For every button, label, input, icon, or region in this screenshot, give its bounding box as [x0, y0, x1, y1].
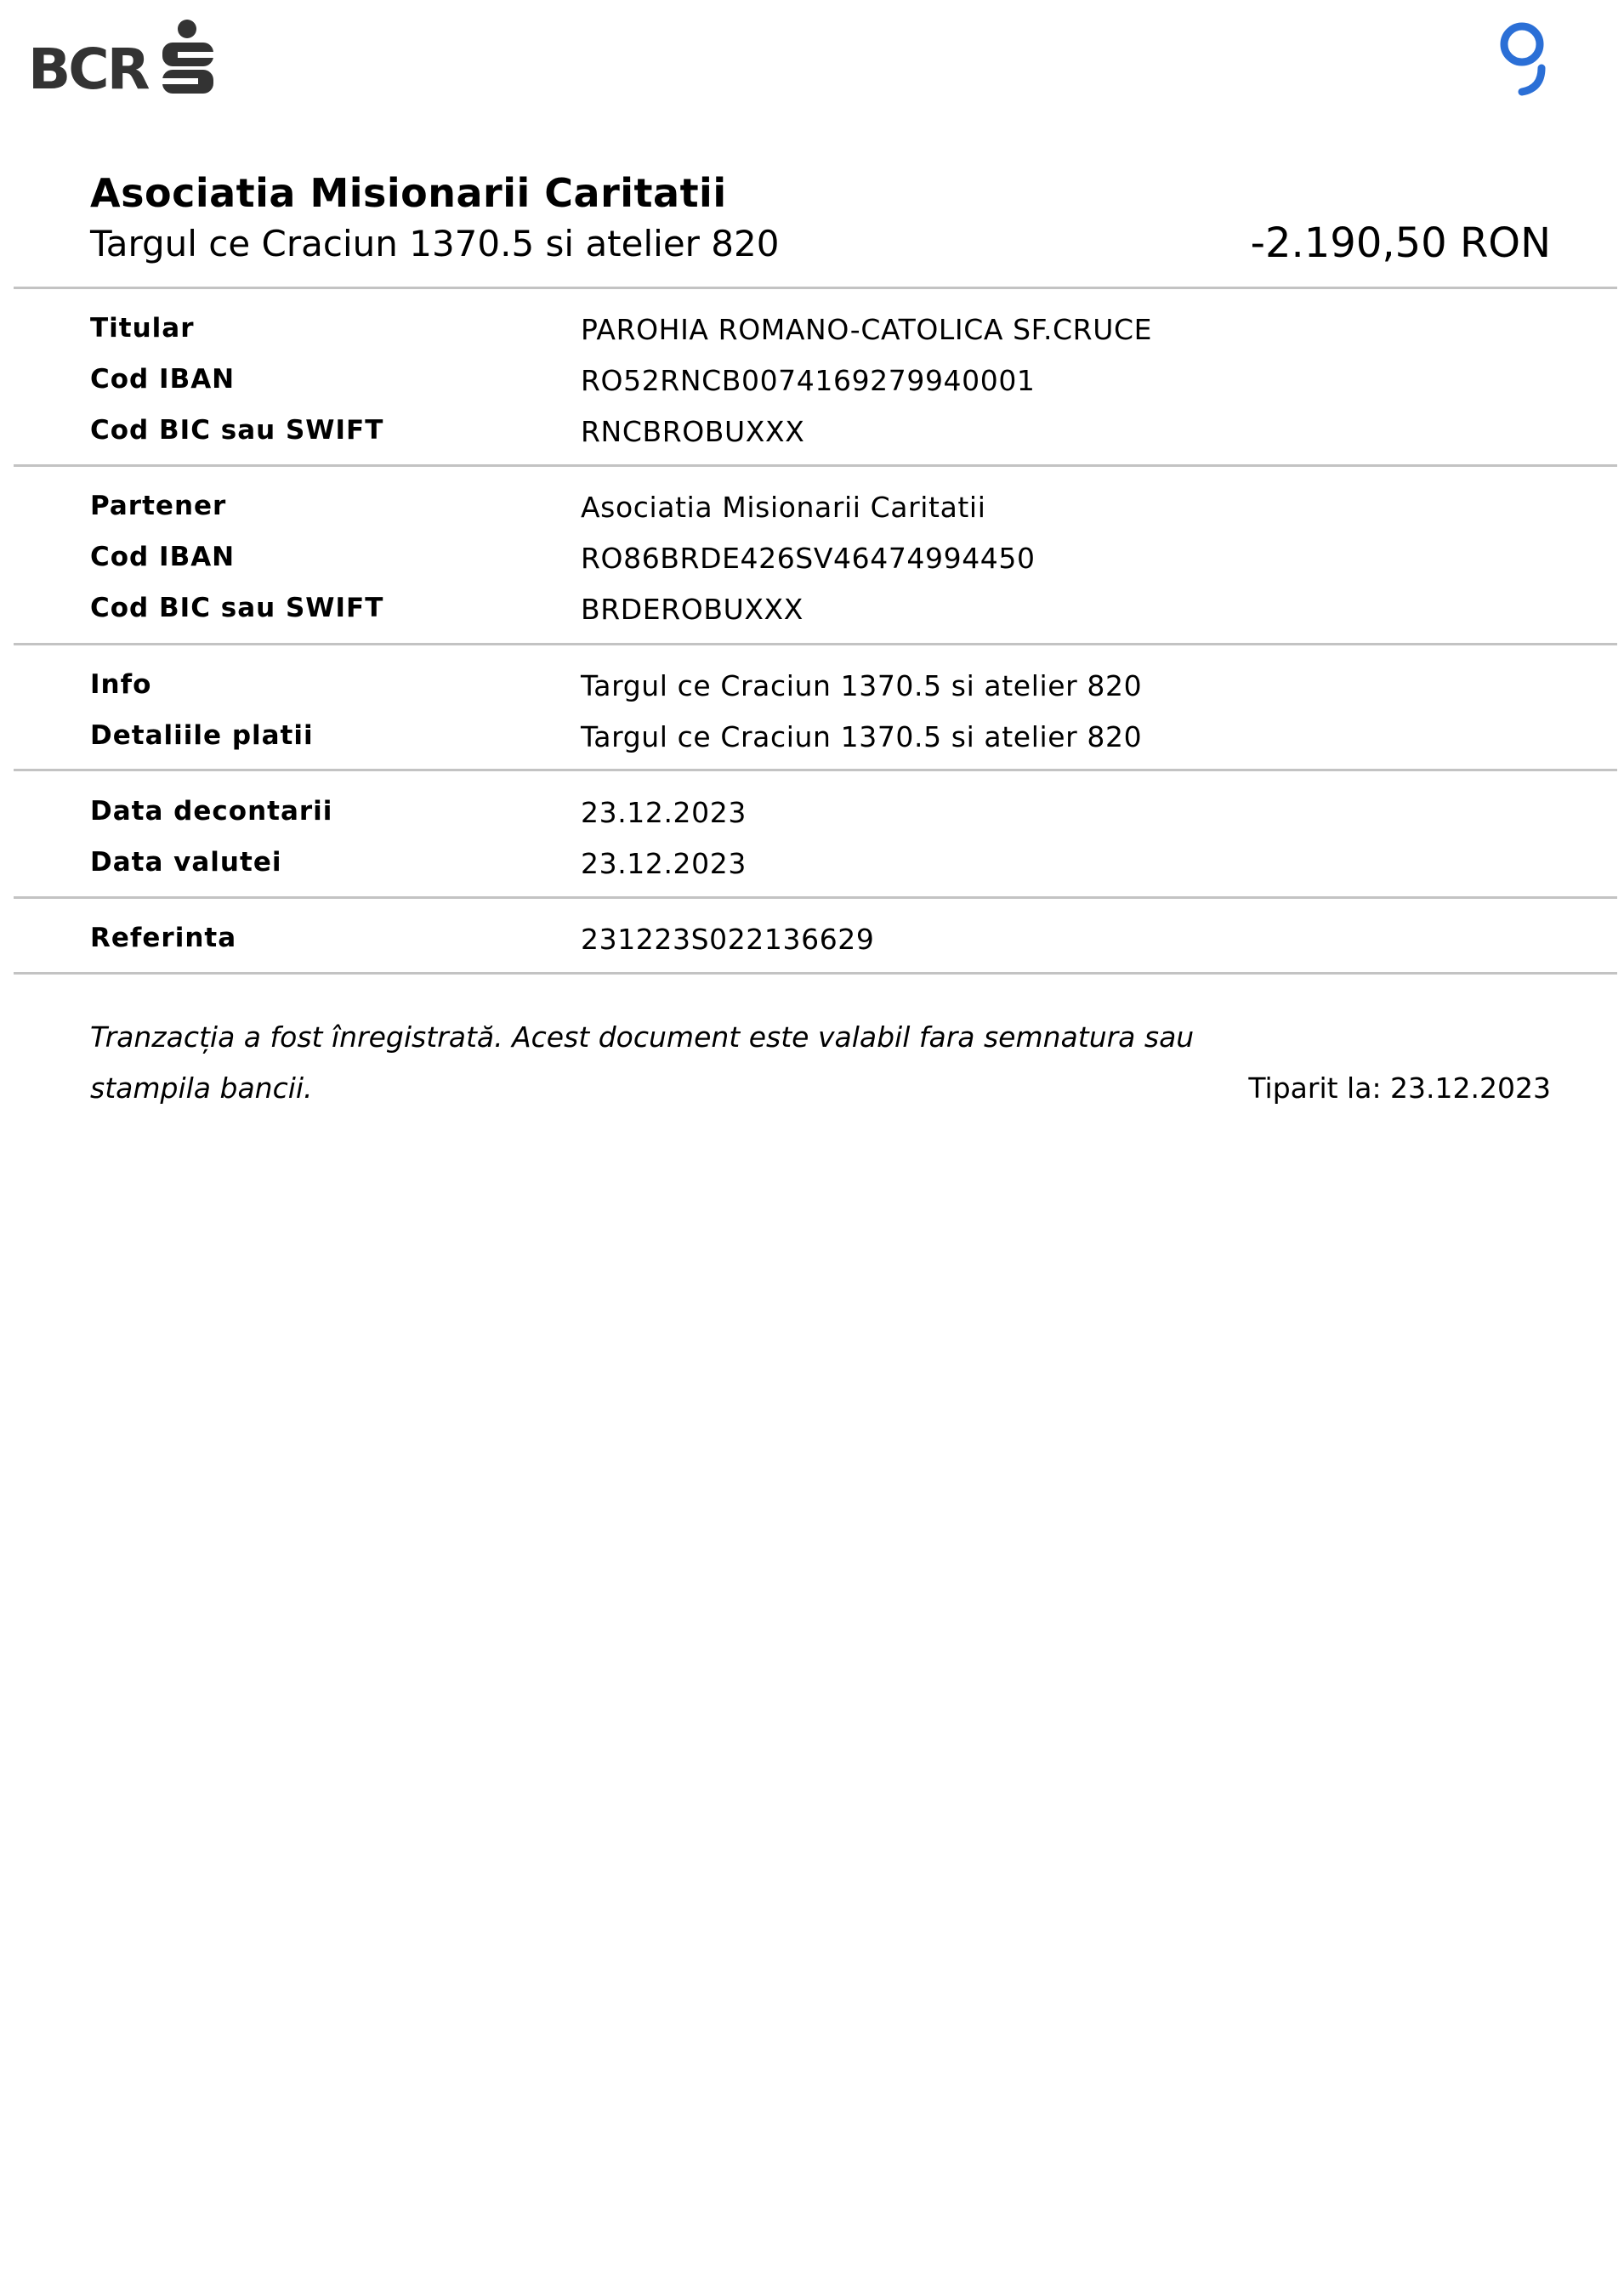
divider — [14, 287, 1617, 289]
divider — [14, 643, 1617, 645]
detail-row — [0, 364, 1624, 406]
detail-label: Partener — [90, 491, 227, 521]
divider — [14, 896, 1617, 899]
detail-label: Info — [90, 669, 152, 700]
detail-value: RO52RNCB0074169279940001 — [581, 364, 1036, 397]
detail-row — [0, 491, 1624, 533]
detail-value: BRDEROBUXXX — [581, 593, 803, 626]
detail-label: Cod IBAN — [90, 542, 236, 572]
detail-value: 23.12.2023 — [581, 796, 747, 829]
detail-row — [0, 415, 1624, 457]
detail-row — [0, 313, 1624, 355]
detail-label: Cod BIC sau SWIFT — [90, 415, 384, 446]
divider — [14, 769, 1617, 771]
detail-row — [0, 669, 1624, 712]
detail-label: Data decontarii — [90, 796, 333, 827]
bcr-logo — [28, 19, 219, 97]
detail-value: Asociatia Misionarii Caritatii — [581, 491, 986, 524]
detail-value: 23.12.2023 — [581, 847, 747, 880]
detail-label: Cod IBAN — [90, 364, 236, 395]
detail-label: Detaliile platii — [90, 720, 314, 751]
detail-label: Data valutei — [90, 847, 282, 878]
detail-value: PAROHIA ROMANO-CATOLICA SF.CRUCE — [581, 313, 1153, 346]
george-logo-icon — [1496, 19, 1549, 97]
detail-value: RO86BRDE426SV46474994450 — [581, 542, 1036, 575]
divider — [14, 464, 1617, 467]
detail-label: Referinta — [90, 923, 237, 953]
transaction-subtitle: Targul ce Craciun 1370.5 si atelier 820 — [90, 223, 780, 264]
bcr-s-symbol-icon — [162, 20, 213, 94]
detail-row — [0, 720, 1624, 763]
detail-row — [0, 796, 1624, 838]
printed-date: Tiparit la: 23.12.2023 — [1248, 1071, 1551, 1105]
transaction-title: Asociatia Misionarii Caritatii — [90, 170, 727, 216]
detail-row — [0, 593, 1624, 635]
detail-value: Targul ce Craciun 1370.5 si atelier 820 — [581, 669, 1143, 702]
detail-row — [0, 542, 1624, 584]
transaction-amount: -2.190,50 RON — [1250, 219, 1551, 267]
detail-value: 231223S022136629 — [581, 923, 875, 956]
detail-label: Cod BIC sau SWIFT — [90, 593, 384, 623]
validity-note: Tranzacția a fost înregistrată. Acest document este valabil fara semnatura sau stampila bancii. — [90, 1020, 1195, 1105]
detail-label: Titular — [90, 313, 195, 344]
detail-row — [0, 847, 1624, 889]
divider — [14, 972, 1617, 975]
detail-row — [0, 923, 1624, 965]
detail-value: Targul ce Craciun 1370.5 si atelier 820 — [581, 720, 1143, 753]
detail-value: RNCBROBUXXX — [581, 415, 805, 448]
svg-text:BCR: BCR — [28, 37, 148, 97]
